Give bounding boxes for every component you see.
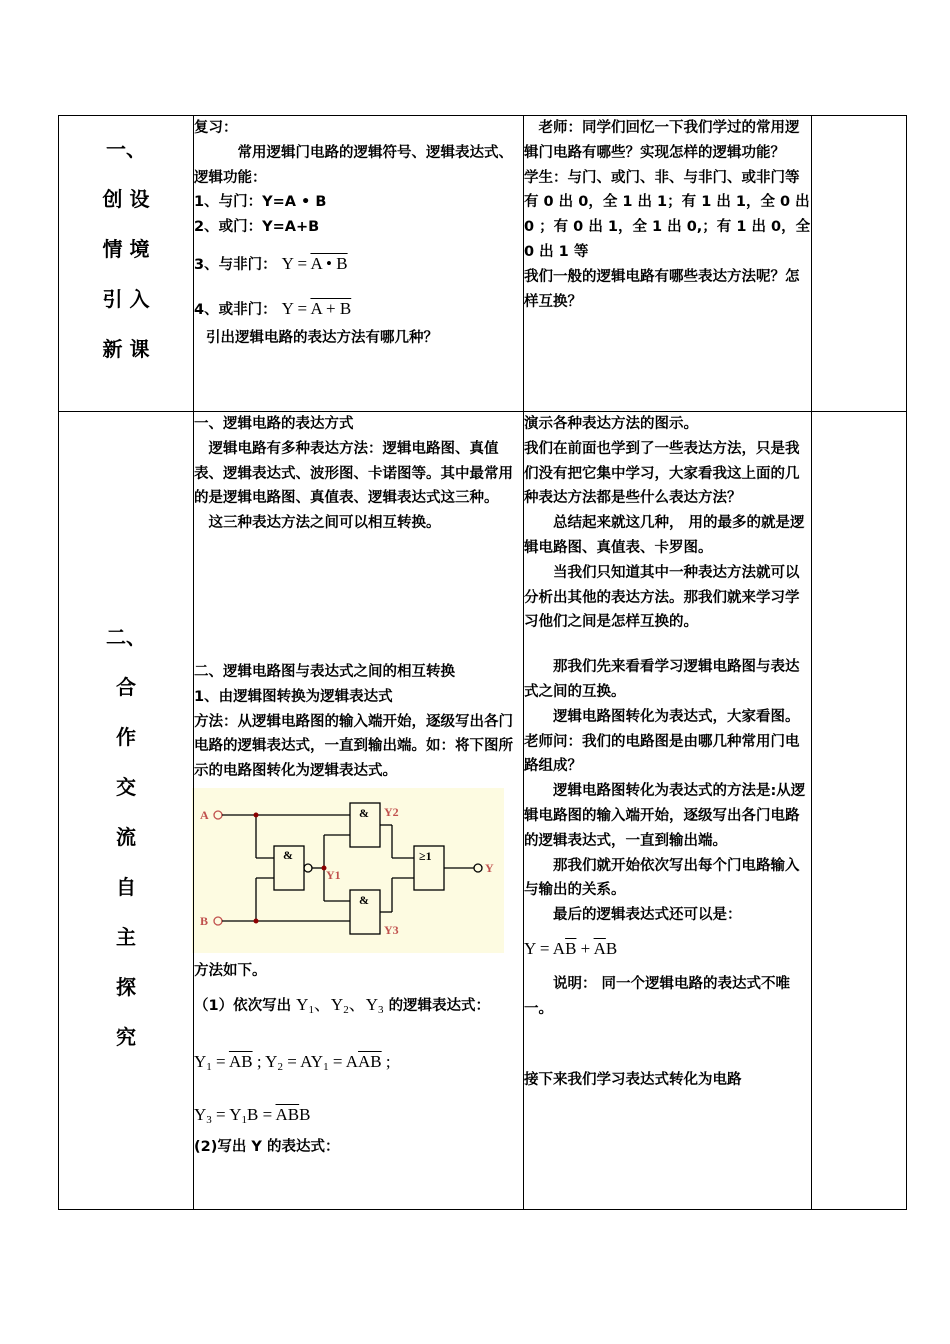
lesson-plan-table <box>58 115 907 1210</box>
gate2-symbol: & <box>359 805 369 820</box>
label-output-y: Y <box>485 860 494 875</box>
nor-formula: A + B <box>310 298 352 318</box>
stage-label: 交 <box>116 775 136 799</box>
nor-gate-line: 4、或非门： Y = A + B <box>194 298 352 318</box>
activity-paragraph: 那我们先来看看学习逻辑电路图与表达式之间的互换。 <box>524 659 800 700</box>
nand-gate-line: 3、与非门： Y = A • B <box>194 253 348 273</box>
activity-paragraph: 学生：与门、或门、非、与非门、或非门等 <box>524 169 800 186</box>
final-formula: $Y = A\overline{B} + \overline{A}B$ <box>524 938 618 958</box>
stage-label: 新 课 <box>102 337 150 361</box>
stage-label: 究 <box>116 1025 136 1049</box>
output-terminal <box>474 864 482 872</box>
stage-cell-2 <box>59 412 194 1210</box>
activity-paragraph: 那我们就开始依次写出每个门电路输入与输出的关系。 <box>524 857 800 899</box>
stage-label: 自 <box>116 875 136 899</box>
or-gate-text: 2、或门：Y=A+B <box>194 219 320 236</box>
gate3-symbol: & <box>359 892 369 907</box>
input-b-terminal <box>214 917 222 925</box>
content-cell-2 <box>194 412 524 1210</box>
junction-dot <box>254 812 259 817</box>
stage-label: 一、 <box>106 137 146 161</box>
section-heading: 一、逻辑电路的表达方式 <box>194 416 354 432</box>
stage-label: 流 <box>116 825 136 849</box>
activity-note: 说明： 同一个逻辑电路的表达式不唯一。 <box>524 975 791 1017</box>
content-cell-1 <box>194 116 524 412</box>
activity-paragraph: 逻辑电路图转化为表达式，大家看图。 <box>553 708 800 725</box>
activity-paragraph: 老师问：我们的电路图是由哪几种常用门电路组成？ <box>524 733 800 775</box>
subsection-heading: 1、由逻辑图转换为逻辑表达式 <box>194 688 393 705</box>
label-y3: Y3 <box>384 922 399 937</box>
activity-cell-2 <box>524 412 812 1210</box>
step1-label-end: 的逻辑表达式： <box>388 997 491 1014</box>
stage-label: 主 <box>116 925 136 949</box>
label-y2: Y2 <box>384 804 399 819</box>
content-paragraph: 这三种表达方法之间可以相互转换。 <box>208 515 441 532</box>
stage-label: 引 入 <box>102 287 150 311</box>
method-paragraph: 方法：从逻辑电路图的输入端开始，逐级写出各门电路的逻辑表达式，一直到输出端。如：将下图所示的电路图转化为逻辑表达式。 <box>194 713 513 780</box>
method-below: 方法如下。 <box>194 962 267 979</box>
stage-label: 创 设 <box>102 187 150 211</box>
activity-paragraph: 我们一般的逻辑电路有哪些表达方法呢？怎样互换？ <box>524 268 800 310</box>
step1-line: （1）依次写出 $Y_1$、$Y_2$、$Y_3$ 的逻辑表达式： <box>194 994 491 1016</box>
input-a-terminal <box>214 811 222 819</box>
activity-paragraph: 老师：同学们回忆一下我们学过的常用逻辑门电路有哪些？实现怎样的逻辑功能？ <box>524 120 800 161</box>
activity-paragraph: 总结起来就这几种， 用的最多的就是逻辑电路图、真值表、卡罗图。 <box>524 515 805 556</box>
notes-cell-2 <box>812 412 907 1210</box>
activity-paragraph: 当我们只知道其中一种表达方法就可以分析出其他的表达方法。那我们就来学习学习他们之间是怎样互换的。 <box>524 564 800 631</box>
or-gate-symbol: ≥1 <box>419 848 432 863</box>
activity-cell-1 <box>524 116 812 412</box>
activity-paragraph: 我们在前面也学到了一些表达方法，只是我们没有把它集中学习，大家看我这上面的几种表达方法都是些什么表达方法？ <box>524 440 800 507</box>
stage-label: 作 <box>116 725 136 749</box>
row-review <box>59 116 907 412</box>
activity-paragraph: 有 0 出 0，全 1 出 1；有 1 出 1，全 0 出 0 ；有 0 出 1，全 1 出 0,；有 1 出 0，全 0 出 1 等 <box>524 194 811 260</box>
section-heading: 二、逻辑电路图与表达式之间的相互转换 <box>194 663 455 680</box>
label-input-a: A <box>200 807 209 822</box>
nor-label: 4、或非门： <box>194 301 277 318</box>
activity-paragraph: 演示各种表达方法的图示。 <box>524 416 698 432</box>
label-input-b: B <box>200 913 209 928</box>
gate1-symbol: & <box>283 847 293 862</box>
logic-circuit-diagram <box>192 788 504 953</box>
activity-paragraph: 最后的逻辑表达式还可以是： <box>553 907 742 924</box>
stage-label: 合 <box>116 675 136 699</box>
row-exploration <box>59 412 907 1210</box>
stage-label: 二、 <box>106 625 146 649</box>
stage-label: 情 境 <box>102 237 150 261</box>
stage-cell-1 <box>59 116 194 412</box>
and-gate-text: 1、与门：Y=A • B <box>194 194 327 211</box>
nand-bubble-1 <box>304 864 312 872</box>
label-y1: Y1 <box>326 867 341 882</box>
review-heading: 复习： <box>194 120 238 136</box>
stage-label: 探 <box>116 975 136 999</box>
nand-formula: A • B <box>310 253 348 273</box>
junction-dot <box>254 918 259 923</box>
content-paragraph: 逻辑电路有多种表达方法：逻辑电路图、真值表、逻辑表达式、波形图、卡诺图等。其中最常用的是逻辑电路图、真值表、逻辑表达式这三种。 <box>194 440 513 507</box>
formula-y1-y2: $Y_1 = \overline{AB}$ ; $Y_2 = AY_1 = A\overline{AB}$ ; <box>194 1051 391 1073</box>
activity-paragraph: 接下来我们学习表达式转化为电路 <box>524 1071 742 1088</box>
notes-cell-1 <box>812 116 907 412</box>
activity-paragraph: 逻辑电路图转化为表达式的方法是:从逻辑电路图的输入端开始，逐级写出各门电路的逻辑表达式，一直到输出端。 <box>524 783 806 849</box>
step2-line: (2)写出 Y 的表达式： <box>194 1138 340 1155</box>
review-question: 引出逻辑电路的表达方法有哪几种？ <box>206 329 438 346</box>
nand-label: 3、与非门： <box>194 256 277 273</box>
formula-y3: $Y_3 = Y_1B = \overline{AB}B$ <box>194 1104 311 1126</box>
review-intro: 常用逻辑门电路的逻辑符号、逻辑表达式、逻辑功能： <box>194 144 513 186</box>
step1-label: （1）依次写出 <box>194 997 292 1014</box>
